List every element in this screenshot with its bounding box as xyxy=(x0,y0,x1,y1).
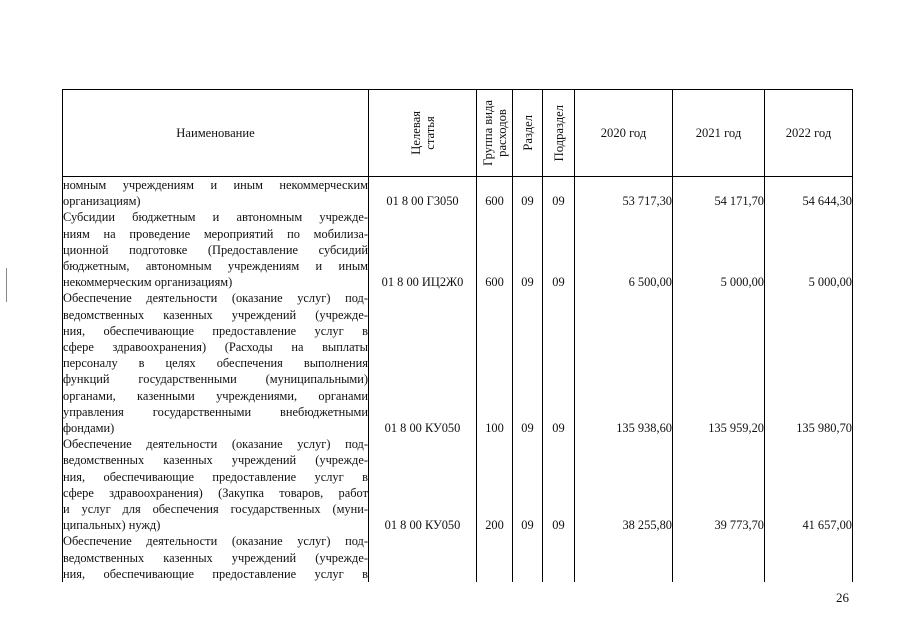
row-name xyxy=(63,290,369,436)
table-row xyxy=(63,533,853,582)
amount-2021-cell: 54 171,70 xyxy=(673,177,765,210)
section-cell xyxy=(513,533,543,582)
page-number: 26 xyxy=(836,590,849,605)
row-name xyxy=(63,533,369,582)
amount-2020-cell: 6 500,00 xyxy=(575,209,673,290)
subsection-cell: 09 xyxy=(543,436,575,533)
row-name-line: Субсидии бюджетным и автономным учрежде- xyxy=(63,210,368,225)
row-name-line: Обеспечение деятельности (оказание услуг) под- xyxy=(63,291,368,306)
row-name-line: номным учреждениям и иным некоммерческим xyxy=(63,178,368,192)
subsection-cell: 09 xyxy=(543,209,575,290)
target-article-cell: 01 8 00 КУ050 xyxy=(369,290,477,436)
row-name-line: персоналу в целях обеспечения выполнения xyxy=(63,356,368,371)
subsection-cell: 09 xyxy=(543,177,575,210)
header-year-2020: 2020 год xyxy=(575,90,673,177)
section-cell: 09 xyxy=(513,290,543,436)
budget-table xyxy=(62,89,853,582)
row-name-line: ния, обеспечивающие предоставление услуг в xyxy=(63,469,368,484)
section-cell: 09 xyxy=(513,209,543,290)
row-name-line: ведомственных казенных учреждений (учрежде- xyxy=(63,307,368,322)
expense-group-cell: 200 xyxy=(477,436,513,533)
amount-2022-cell xyxy=(765,533,853,582)
amount-2021-cell: 135 959,20 xyxy=(673,290,765,436)
subsection-cell: 09 xyxy=(543,290,575,436)
amount-2022-cell: 54 644,30 xyxy=(765,177,853,210)
row-name-line: фондами) xyxy=(63,421,115,436)
row-name-line: ниям на проведение мероприятий по мобилиза- xyxy=(63,226,368,241)
header-target-article: Целевая статья xyxy=(369,90,477,177)
header-year-2022: 2022 год xyxy=(765,90,853,177)
row-name xyxy=(63,209,369,290)
amount-2021-cell xyxy=(673,533,765,582)
header-section: Раздел xyxy=(513,90,543,177)
target-article-cell: 01 8 00 Г3050 xyxy=(369,177,477,210)
scan-margin-mark xyxy=(6,268,7,302)
amount-2022-cell: 5 000,00 xyxy=(765,209,853,290)
row-name-line: ведомственных казенных учреждений (учрежде- xyxy=(63,453,368,468)
row-name-line: ния, обеспечивающие предоставление услуг в xyxy=(63,323,368,338)
amount-2020-cell: 53 717,30 xyxy=(575,177,673,210)
section-cell: 09 xyxy=(513,436,543,533)
expense-group-cell: 100 xyxy=(477,290,513,436)
amount-2021-cell: 39 773,70 xyxy=(673,436,765,533)
amount-2020-cell xyxy=(575,533,673,582)
row-name-line: ния, обеспечивающие предоставление услуг в xyxy=(63,566,368,581)
row-name-line: сфере здравоохранения) (Расходы на выплаты xyxy=(63,340,368,355)
row-name-line: сфере здравоохранения) (Закупка товаров, работ xyxy=(63,485,368,500)
row-name-line: некоммерческим организациям) xyxy=(63,275,233,290)
expense-group-cell: 600 xyxy=(477,209,513,290)
header-year-2021: 2021 год xyxy=(673,90,765,177)
header-expense-group: Группа вида расходов xyxy=(477,90,513,177)
section-cell: 09 xyxy=(513,177,543,210)
amount-2022-cell: 135 980,70 xyxy=(765,290,853,436)
table-row xyxy=(63,177,853,210)
row-name-line: управления государственными внебюджетными xyxy=(63,404,368,419)
row-name-line: ционной подготовке (Предоставление субсидий xyxy=(63,242,368,257)
amount-2020-cell: 135 938,60 xyxy=(575,290,673,436)
table-row xyxy=(63,290,853,436)
row-name-line: ципальных) нужд) xyxy=(63,518,161,533)
row-name-line: функций государственными (муниципальными) xyxy=(63,372,368,387)
table-row xyxy=(63,209,853,290)
target-article-cell: 01 8 00 ИЦ2Ж0 xyxy=(369,209,477,290)
row-name xyxy=(63,436,369,533)
target-article-cell: 01 8 00 КУ050 xyxy=(369,436,477,533)
row-name-line: организациям) xyxy=(63,194,141,209)
table-row xyxy=(63,436,853,533)
target-article-cell xyxy=(369,533,477,582)
row-name-line: органами, казенными учреждениями, органами xyxy=(63,388,368,403)
row-name-line: бюджетным, автономным учреждениям и иным xyxy=(63,259,368,274)
expense-group-cell: 600 xyxy=(477,177,513,210)
row-name-line: и услуг для обеспечения государственных (муни- xyxy=(63,502,368,517)
row-name-line: Обеспечение деятельности (оказание услуг) под- xyxy=(63,534,368,549)
expense-group-cell xyxy=(477,533,513,582)
row-name-line: Обеспечение деятельности (оказание услуг) под- xyxy=(63,437,368,452)
header-subsection: Подраздел xyxy=(543,90,575,177)
row-name xyxy=(63,177,369,210)
amount-2020-cell: 38 255,80 xyxy=(575,436,673,533)
row-name-line: ведомственных казенных учреждений (учрежде- xyxy=(63,550,368,565)
amount-2022-cell: 41 657,00 xyxy=(765,436,853,533)
amount-2021-cell: 5 000,00 xyxy=(673,209,765,290)
header-row xyxy=(63,90,853,177)
header-name: Наименование xyxy=(63,90,369,177)
subsection-cell xyxy=(543,533,575,582)
